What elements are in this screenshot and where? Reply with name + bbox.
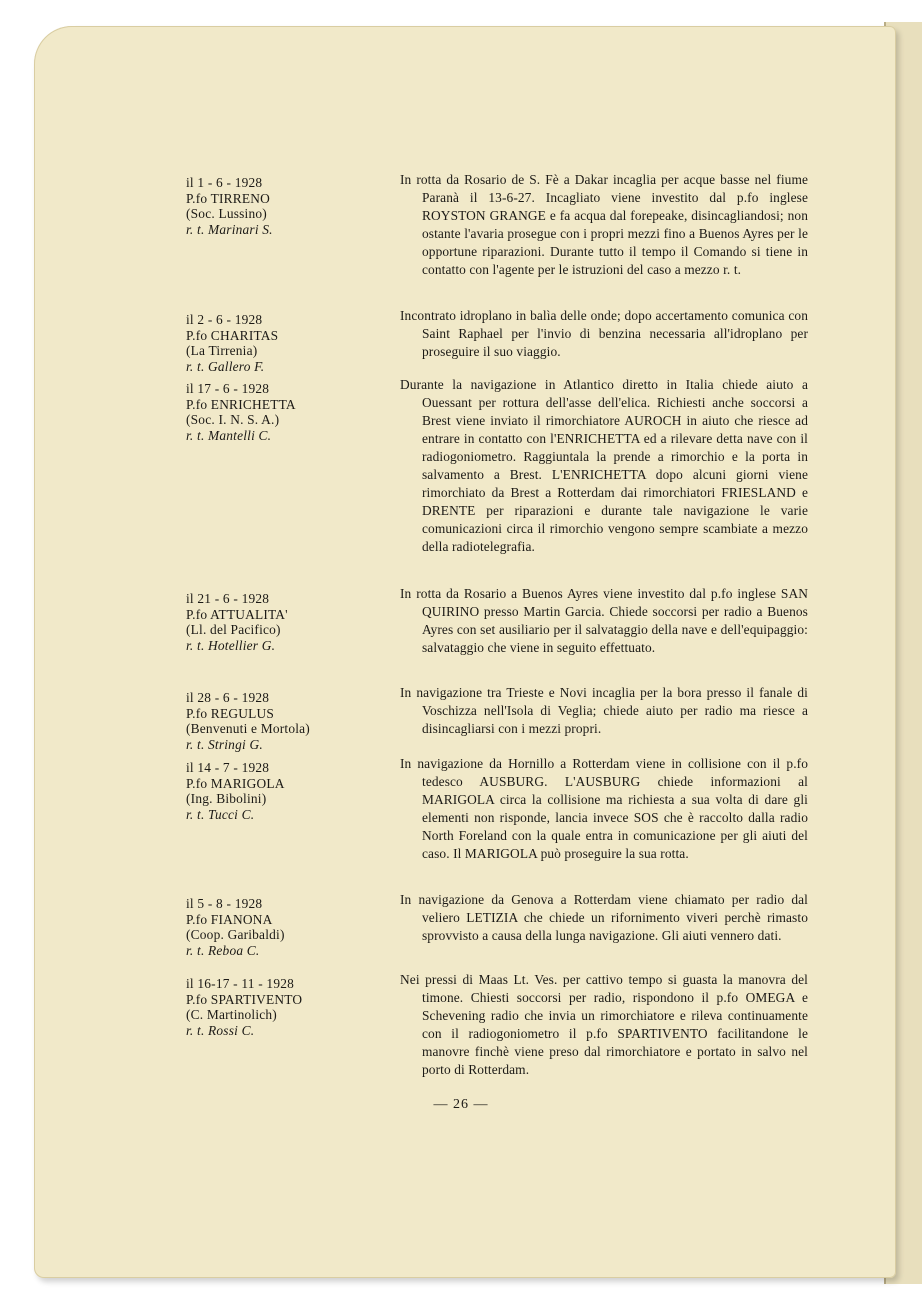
entry-ship: P.fo TIRRENO xyxy=(186,190,270,206)
entry-ship: P.fo REGULUS xyxy=(186,705,274,721)
entry-date: il 28 - 6 - 1928 xyxy=(186,690,270,705)
entry-meta xyxy=(186,591,386,653)
entry-ship: P.fo ATTUALITA' xyxy=(186,606,288,622)
entry-ship: P.fo FIANONA xyxy=(186,911,273,927)
entry-date: il 16-17 - 11 - 1928 xyxy=(186,976,295,991)
entry-date: il 1 - 6 - 1928 xyxy=(186,175,263,190)
entry-owner: (Benvenuti e Mortola) xyxy=(186,721,310,737)
entry-meta xyxy=(186,381,386,443)
entry-description: In rotta da Rosario a Buenos Ayres viene investito dal p.fo inglese SAN QUIRINO presso Martin Garcia. Chiede soccorsi per radio a Buenos Ayres con set ausiliario per il salvataggio della nave e dell'equipaggio: salvataggio che viene in seguito effettuato. xyxy=(400,586,808,655)
entry-date: il 5 - 8 - 1928 xyxy=(186,896,263,911)
entry-owner: (Ll. del Pacifico) xyxy=(186,622,281,638)
entry-owner: (C. Martinolich) xyxy=(186,1007,277,1023)
entry-description: In navigazione da Hornillo a Rotterdam viene in collisione con il p.fo tedesco AUSBURG. L'AUSBURG chiede informazioni al MARIGOLA circa la collisione ma richiesta a sua volta di dare gli elementi non risponde, lancia invece SOS che è raccolto dalla radio North Foreland con la quale entra in comunicazione per gli aiuti del caso. Il MARIGOLA può proseguire la sua rotta. xyxy=(400,756,808,861)
entry-date: il 21 - 6 - 1928 xyxy=(186,591,270,606)
entry-ship: P.fo SPARTIVENTO xyxy=(186,991,303,1007)
entry-description: Durante la navigazione in Atlantico diretto in Italia chiede aiuto a Ouessant per rottura dell'asse dell'elica. Richiesti anche soccorsi a Brest viene inviato il rimorchiatore AUROCH in aiuto che riesce ad entrare in contatto con l'ENRICHETTA ed a rilevare detta nave con il radiogoniometro. Raggiuntala la prende a rimorchio e la porta in salvamento a Brest. L'ENRICHETTA dopo alcuni giorni viene rimorchiato da Brest a Rotterdam dai rimorchiatori FRIESLAND e DRENTE per riparazioni e durante tale navigazione le varie comunicazioni circa il rimorchio vengono sempre scambiate a mezzo della radiotelegrafia. xyxy=(400,377,808,554)
entry-operator: r. t. Stringi G. xyxy=(186,736,263,752)
entry-meta xyxy=(186,896,386,958)
entry-operator: r. t. Mantelli C. xyxy=(186,427,272,443)
entry-operator: r. t. Hotellier G. xyxy=(186,637,276,653)
entry-description: Nei pressi di Maas Lt. Ves. per cattivo tempo si guasta la manovra del timone. Chiesti soccorsi per radio, rispondono il p.fo OMEGA e Schevening radio che invia un rimorchiatore e rileva continuamente con il radiogoniometro il p.fo SPARTIVENTO facilitandone le manovre finchè viene preso dal rimorchiatore e portato in salvo nel porto di Rotterdam. xyxy=(400,972,808,1077)
entry-operator: r. t. Marinari S. xyxy=(186,221,273,237)
entry-owner: (Coop. Garibaldi) xyxy=(186,927,285,943)
entry-description: Incontrato idroplano in balìa delle onde; dopo accertamento comunica con Saint Raphael per l'invio di benzina necessaria all'idroplano per proseguire il suo viaggio. xyxy=(400,308,808,359)
entry-description: In navigazione tra Trieste e Novi incaglia per la bora presso il fanale di Voschizza nell'Isola di Veglia; chiede aiuto per radio ma riesce a disincagliarsi con i mezzi propri. xyxy=(400,685,808,736)
entry-ship: P.fo MARIGOLA xyxy=(186,775,285,791)
entry-owner: (La Tirrenia) xyxy=(186,343,258,359)
entry-date: il 2 - 6 - 1928 xyxy=(186,312,263,327)
entry-owner: (Soc. Lussino) xyxy=(186,206,267,222)
entry-meta xyxy=(186,760,386,822)
entry-meta xyxy=(186,312,386,374)
entry-operator: r. t. Gallero F. xyxy=(186,358,265,374)
page-number: — 26 — xyxy=(433,1097,489,1112)
entry-owner: (Ing. Bibolini) xyxy=(186,791,267,807)
entry-owner: (Soc. I. N. S. A.) xyxy=(186,412,280,428)
entry-date: il 14 - 7 - 1928 xyxy=(186,760,270,775)
entry-meta xyxy=(186,690,386,752)
entry-ship: P.fo ENRICHETTA xyxy=(186,396,296,412)
entry-operator: r. t. Tucci C. xyxy=(186,806,255,822)
entry-operator: r. t. Rossi C. xyxy=(186,1022,255,1038)
entry-meta xyxy=(186,175,386,237)
entry-date: il 17 - 6 - 1928 xyxy=(186,381,270,396)
entry-ship: P.fo CHARITAS xyxy=(186,327,279,343)
entry-description: In navigazione da Genova a Rotterdam viene chiamato per radio dal veliero LETIZIA che chiede un rifornimento viveri perchè rimasto sprovvisto a causa della lunga navigazione. Gli aiuti vennero dati. xyxy=(400,892,808,943)
entry-description: In rotta da Rosario de S. Fè a Dakar incaglia per acque basse nel fiume Paranà il 13-6-27. Incagliato viene investito dal p.fo inglese ROYSTON GRANGE e fa acqua dal forepeake, disincagliandosi; non ostante l'avaria prosegue con i propri mezzi fino a Buenos Ayres per le opportune riparazioni. Durante tutto il tempo il Comando si tiene in contatto con l'agente per le istruzioni del caso a mezzo r. t. xyxy=(400,172,808,277)
entry-operator: r. t. Reboa C. xyxy=(186,942,260,958)
entry-meta xyxy=(186,976,386,1038)
